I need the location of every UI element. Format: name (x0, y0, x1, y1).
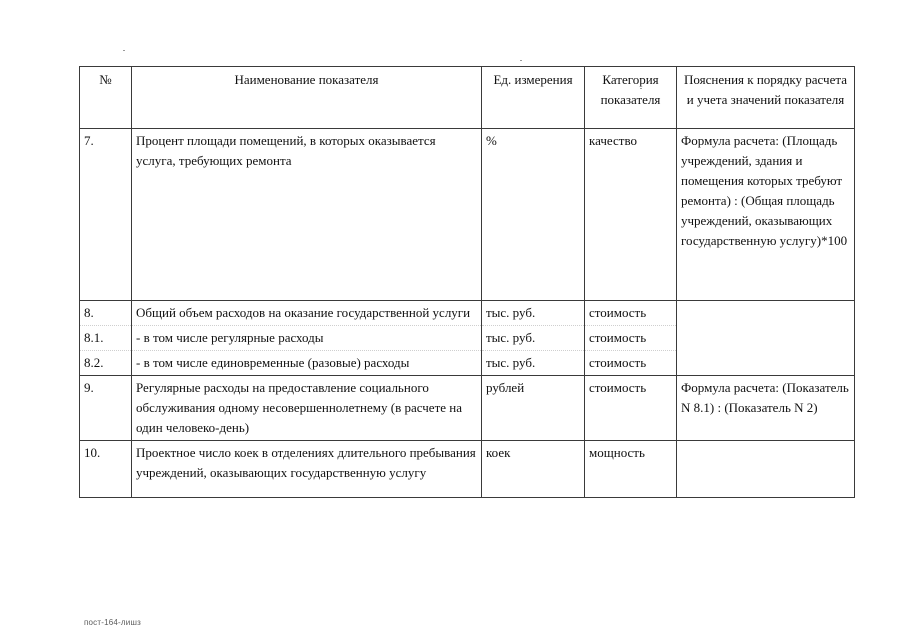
row-notes: Формула расчета: (Площадь учреждений, здания и помещения которых требуют ремонта) : (Общая площадь учреждений, оказывающих государственную услугу)*100 (677, 129, 855, 301)
table-row (80, 376, 855, 441)
row-num: 8.1. (80, 326, 132, 351)
row-category: стоимость (585, 301, 677, 326)
header-unit: Ед. измерения (482, 67, 585, 129)
header-notes: Пояснения к порядку расчета и учета значений показателя (677, 67, 855, 129)
row-name: - в том числе единовременные (разовые) расходы (132, 351, 482, 376)
row-category: качество (585, 129, 677, 301)
row-unit: тыс. руб. (482, 301, 585, 326)
table-header-row (80, 67, 855, 129)
row-name: Регулярные расходы на предоставление социального обслуживания одному несовершеннолетнему (в расчете на один человеко-день) (132, 376, 482, 441)
header-num: № (80, 67, 132, 129)
table-row (80, 301, 855, 326)
row-name: Процент площади помещений, в которых оказывается услуга, требующих ремонта (132, 129, 482, 301)
row-unit: тыс. руб. (482, 326, 585, 351)
scan-speck (520, 60, 522, 61)
row-category: стоимость (585, 376, 677, 441)
row-notes (677, 441, 855, 498)
header-category: Категория показателя (585, 67, 677, 129)
row-num: 8.2. (80, 351, 132, 376)
row-num: 7. (80, 129, 132, 301)
row-category: стоимость (585, 326, 677, 351)
indicators-table (79, 66, 855, 498)
row-category: мощность (585, 441, 677, 498)
row-num: 8. (80, 301, 132, 326)
row-unit: рублей (482, 376, 585, 441)
table-row (80, 441, 855, 498)
document-code: пост-164-лишз (84, 618, 141, 627)
row-unit: % (482, 129, 585, 301)
scan-speck (123, 50, 125, 51)
row-name: Общий объем расходов на оказание государственной услуги (132, 301, 482, 326)
row-notes (677, 301, 855, 376)
row-unit: коек (482, 441, 585, 498)
row-category: стоимость (585, 351, 677, 376)
row-num: 10. (80, 441, 132, 498)
row-num: 9. (80, 376, 132, 441)
row-notes: Формула расчета: (Показатель N 8.1) : (Показатель N 2) (677, 376, 855, 441)
row-name: Проектное число коек в отделениях длительного пребывания учреждений, оказывающих государственную услугу (132, 441, 482, 498)
table-row (80, 129, 855, 301)
row-unit: тыс. руб. (482, 351, 585, 376)
row-name: - в том числе регулярные расходы (132, 326, 482, 351)
header-name: Наименование показателя (132, 67, 482, 129)
scan-speck (640, 88, 642, 89)
